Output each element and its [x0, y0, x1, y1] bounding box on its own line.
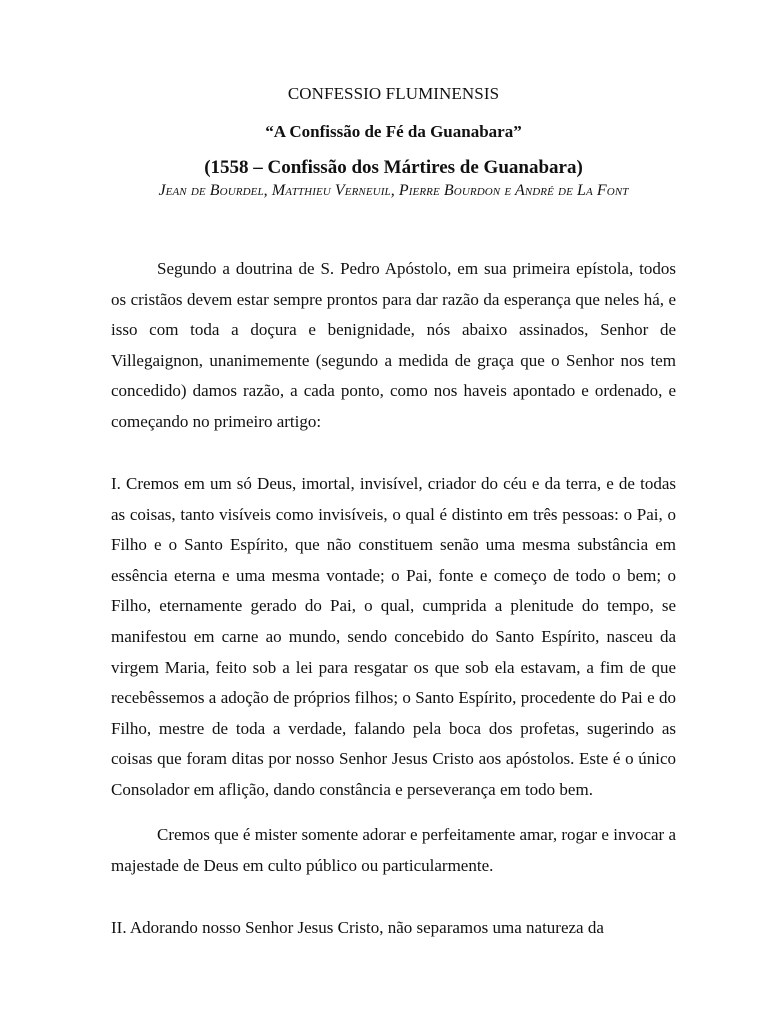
article-1-paragraph: I. Cremos em um só Deus, imortal, invisível, criador do céu e da terra, e de todas as coisas, tanto visíveis como invisíveis, o qual é distinto em três pessoas: o Pai, o Filho e o Santo Espírito, que não constituem senão uma mesma substância em essência eterna e uma mesma vontade; o Pai, fonte e começo de todo o bem; o Filho, eternamente gerado do Pai, o qual, cumprida a plenitude do tempo, se manifestou em carne ao mundo, sendo concebido do Santo Espírito, nasceu da virgem Maria, feito sob a lei para resgatar os que sob ela estavam, a fim de que recebêssemos a adoção de próprios filhos; o Santo Espírito, procedente do Pai e do Filho, mestre de toda a verdade, falando pela boca dos profetas, sugerindo as coisas que foram ditas por nosso Senhor Jesus Cristo aos apóstolos. Este é o único Consolador em aflição, dando constância e perseverança em todo bem.	[111, 474, 676, 799]
document-title: CONFESSIO FLUMINENSIS	[287, 84, 500, 103]
document-subtitle: “A Confissão de Fé da Guanabara”	[265, 122, 522, 141]
document-authors: Jean de Bourdel, Matthieu Verneuil, Pierre Bourdon e André de La Font	[158, 182, 629, 199]
document-page	[111, 0, 676, 1024]
article-2-paragraph: II. Adorando nosso Senhor Jesus Cristo, não separamos uma natureza da	[111, 918, 604, 937]
document-date-line: (1558 – Confissão dos Mártires de Guanabara)	[204, 157, 583, 178]
intro-paragraph: Segundo a doutrina de S. Pedro Apóstolo, em sua primeira epístola, todos os cristãos devem estar sempre prontos para dar razão da esperança que neles há, e isso com toda a doçura e benignidade, nós abaixo assinados, Senhor de Villegaignon, unanimemente (segundo a medida de graça que o Senhor nos tem concedido) damos razão, a cada ponto, como nos haveis apontado e ordenado, e começando no primeiro artigo:	[111, 259, 676, 431]
article-1-continuation-paragraph: Cremos que é mister somente adorar e perfeitamente amar, rogar e invocar a majestade de Deus em culto público ou particularmente.	[111, 825, 676, 875]
